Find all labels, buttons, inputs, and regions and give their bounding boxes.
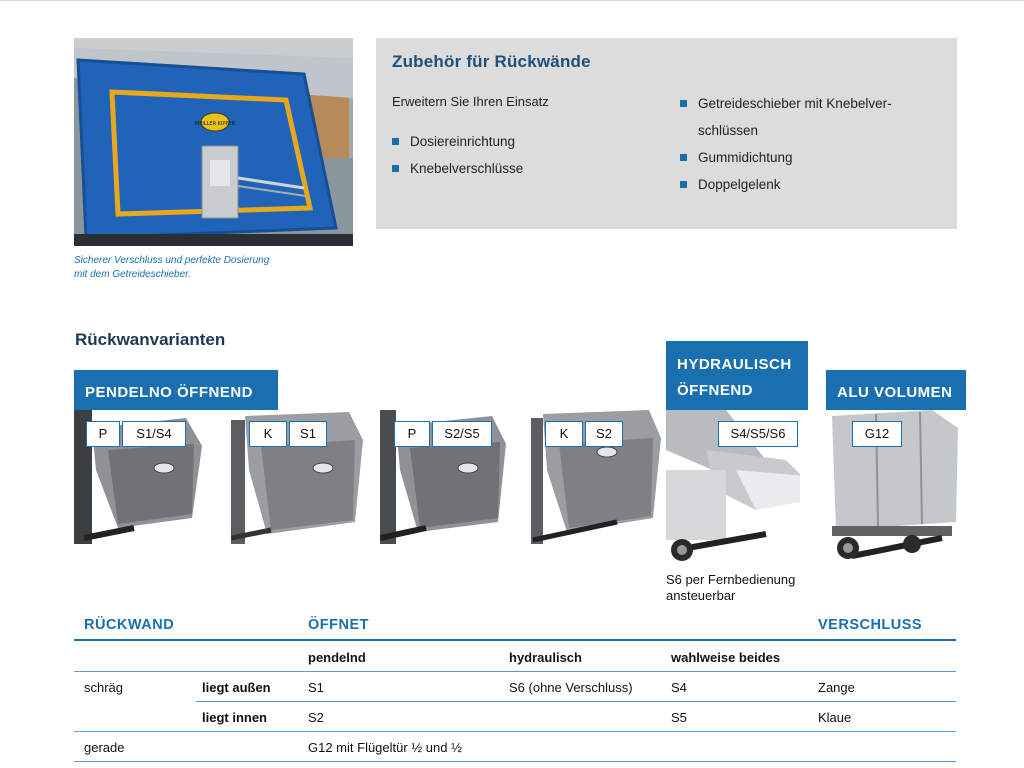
hero-caption xyxy=(74,254,314,282)
variant-code: S1/S4 xyxy=(122,421,186,447)
table-cell-position: liegt innen xyxy=(202,710,267,725)
accessories-subtitle: Erweitern Sie Ihren Einsatz xyxy=(392,94,549,109)
bullet-square-icon xyxy=(392,138,399,145)
tailgate-illustration xyxy=(74,38,353,246)
table-rule xyxy=(74,731,956,732)
list-item: Getreideschieber mit Knebelver- xyxy=(680,90,940,117)
table-cell-wahlweise: S4 xyxy=(671,680,687,695)
table-subheader-wahlweise: wahlweise beides xyxy=(671,650,781,665)
category-hydraulisch-line-2: ÖFFNEND xyxy=(677,382,753,399)
table-subheader-hydraulisch: hydraulisch xyxy=(509,650,582,665)
table-cell-verschluss: Klaue xyxy=(818,710,852,725)
variant-code-row xyxy=(545,421,623,447)
table-cell-type: schräg xyxy=(84,680,124,695)
table-subheader-pendelnd: pendelnd xyxy=(308,650,366,665)
table-rule xyxy=(196,701,956,702)
table-cell-wahlweise: S5 xyxy=(671,710,687,725)
variant-code: S1 xyxy=(289,421,327,447)
bullet-square-icon xyxy=(680,100,687,107)
variant-k-s1 xyxy=(231,410,365,544)
bullet-square-icon xyxy=(392,165,399,172)
variant-code-row xyxy=(852,421,902,447)
variant-letter: K xyxy=(249,421,287,447)
variant-p-s2-s5 xyxy=(380,410,514,544)
table-cell-hydraulisch: S6 (ohne Verschluss) xyxy=(509,680,633,695)
caption-line-1: Sicherer Verschluss und perfekte Dosierung xyxy=(74,255,270,266)
bullet-square-icon xyxy=(680,181,687,188)
list-item: Gummidichtung xyxy=(680,144,940,171)
list-item: Doppelgelenk xyxy=(680,171,940,198)
top-rule xyxy=(0,0,1024,1)
remote-control-note xyxy=(666,572,795,604)
table-cell-verschluss: Zange xyxy=(818,680,855,695)
variant-p-s1-s4 xyxy=(74,410,208,544)
category-alu: ALU VOLUMEN xyxy=(826,370,966,410)
variant-code-row xyxy=(718,421,798,447)
accessories-title: Zubehör für Rückwände xyxy=(392,52,591,71)
variant-code-row xyxy=(394,421,492,447)
list-item: Knebelverschlüsse xyxy=(392,155,523,182)
variant-code: S2/S5 xyxy=(432,421,492,447)
variant-code: S4/S5/S6 xyxy=(718,421,798,447)
table-header-oeffnet: ÖFFNET xyxy=(308,617,369,633)
table-rule xyxy=(74,671,956,672)
table-rule xyxy=(74,639,956,641)
category-pendelnd: PENDELNO ÖFFNEND xyxy=(74,370,278,410)
table-header-verschluss: VERSCHLUSS xyxy=(818,617,923,633)
accessories-list-right xyxy=(680,90,940,198)
variant-k-s2 xyxy=(531,410,665,544)
category-hydraulisch-line-1: HYDRAULISCH xyxy=(677,356,792,373)
table-header-rueckwand: RÜCKWAND xyxy=(84,617,175,633)
list-item: Dosiereinrichtung xyxy=(392,128,523,155)
variant-letter: P xyxy=(86,421,120,447)
caption-line-2: mit dem Getreideschieber. xyxy=(74,269,191,280)
variant-letter: K xyxy=(545,421,583,447)
list-item-continuation: schlüssen xyxy=(698,123,759,138)
table-cell-position: liegt außen xyxy=(202,680,271,695)
variant-hydraulic xyxy=(666,410,800,566)
remote-note-line-2: ansteuerbar xyxy=(666,588,736,603)
table-cell-type: gerade xyxy=(84,740,125,755)
table-cell-pendelnd: S2 xyxy=(308,710,324,725)
hero-logo-text: MEILLER KIPPER xyxy=(194,121,236,127)
table-cell-pendelnd: G12 mit Flügeltür ½ und ½ xyxy=(308,740,462,755)
variant-code-row xyxy=(249,421,327,447)
hero-photo xyxy=(74,38,353,246)
variant-code: G12 xyxy=(852,421,902,447)
variant-letter: P xyxy=(394,421,430,447)
accessories-box xyxy=(376,38,957,229)
remote-note-line-1: S6 per Fernbedienung xyxy=(666,572,796,587)
variant-code-row xyxy=(86,421,186,447)
bullet-square-icon xyxy=(680,154,687,161)
variant-code: S2 xyxy=(585,421,623,447)
table-rule xyxy=(74,761,956,762)
accessories-list-left xyxy=(392,128,523,182)
category-hydraulisch xyxy=(666,341,808,410)
section-title: Rückwanvarianten xyxy=(75,330,226,349)
table-cell-pendelnd: S1 xyxy=(308,680,324,695)
variant-alu-g12 xyxy=(832,410,966,566)
